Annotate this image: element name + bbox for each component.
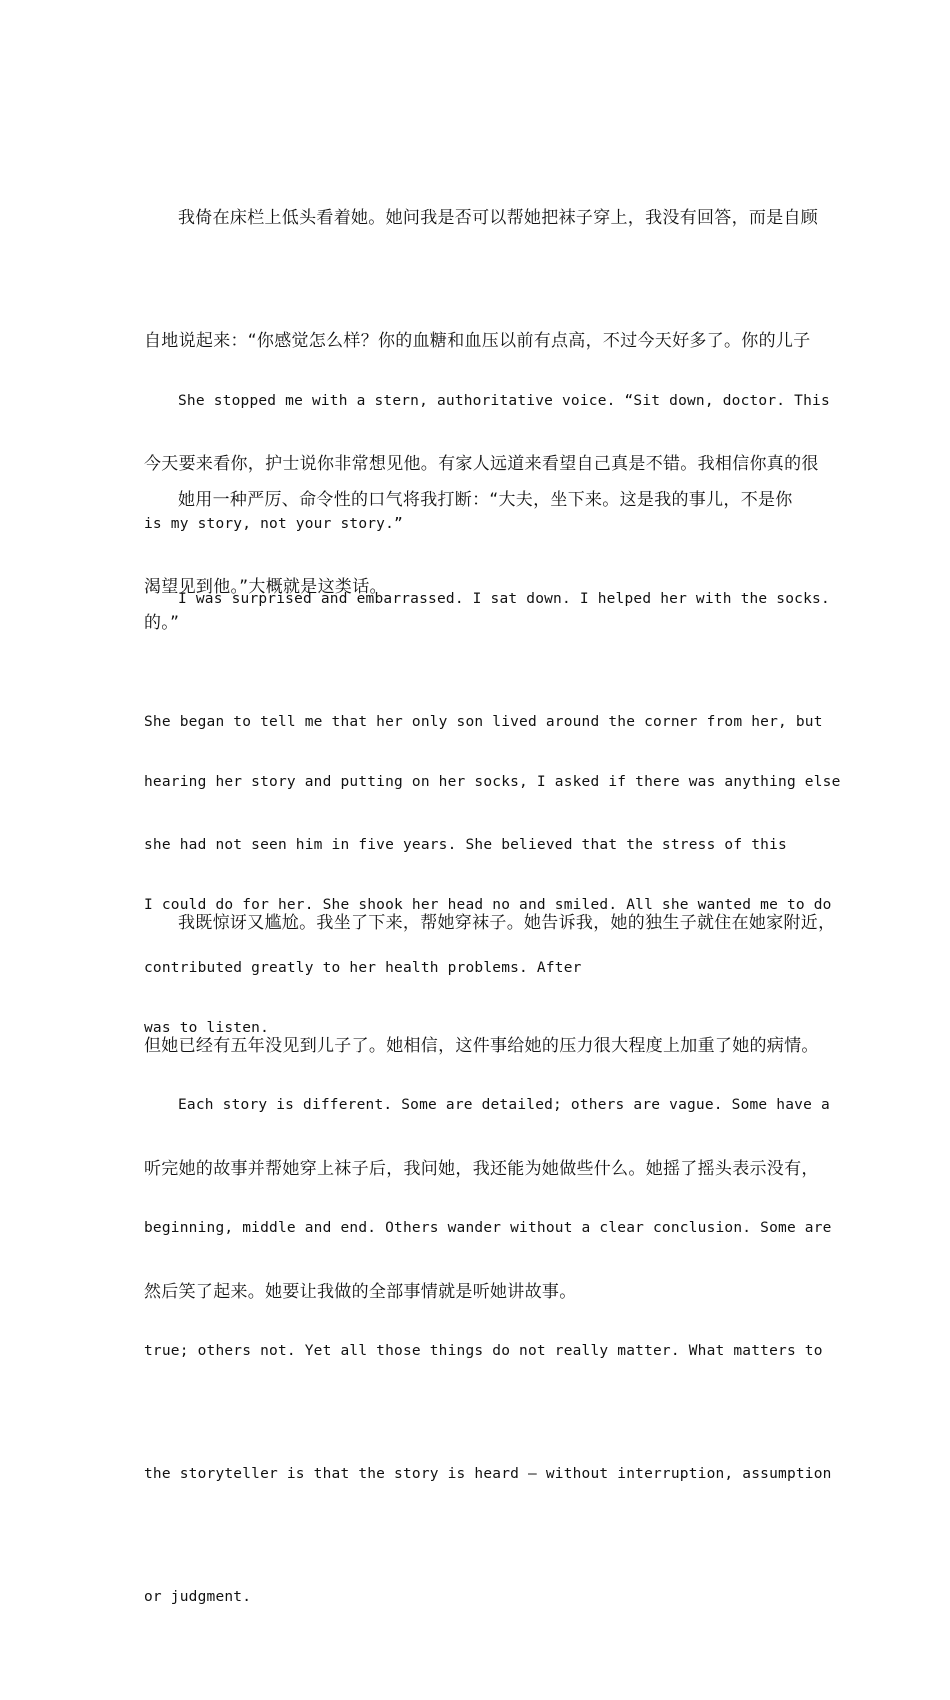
text-line: 我既惊讶又尴尬。我坐了下来，帮她穿袜子。她告诉我，她的独生子就住在她家附近， xyxy=(178,913,836,933)
paragraph-en-4 xyxy=(144,1003,832,1700)
text-line: was to listen. xyxy=(144,1020,270,1036)
text-line: 听完她的故事并帮她穿上袜子后，我问她，我还能为她做些什么。她摇了摇头表示没有， xyxy=(144,1159,819,1179)
text-line: 我倚在床栏上低头看着她。她问我是否可以帮她把袜子穿上，我没有回答，而是自顾 xyxy=(178,208,819,228)
text-line: I was surprised and embarrassed. I sat down. I helped her with the socks. xyxy=(178,591,830,607)
text-line: is my story, not your story.” xyxy=(144,516,403,532)
text-line: or judgment. xyxy=(144,1589,252,1605)
text-line: 渴望见到他。”大概就是这类话。 xyxy=(144,577,387,597)
text-line: 她用一种严厉、命令性的口气将我打断：“大夫，坐下来。这是我的事儿，不是你 xyxy=(178,490,793,510)
text-line: contributed greatly to her health problems. After xyxy=(144,960,582,976)
text-line: She began to tell me that her only son lived around the corner from her, but xyxy=(144,714,823,730)
text-line: beginning, middle and end. Others wander without a clear conclusion. Some are xyxy=(144,1220,832,1236)
text-line: 自地说起来：“你感觉怎么样？你的血糖和血压以前有点高，不过今天好多了。你的儿子 xyxy=(144,331,811,351)
text-line: 但她已经有五年没见到儿子了。她相信，这件事给她的压力很大程度上加重了她的病情。 xyxy=(144,1036,819,1056)
text-line: 的。” xyxy=(144,613,180,633)
text-line: hearing her story and putting on her socks, I asked if there was anything else xyxy=(144,774,841,790)
text-line: the storyteller is that the story is heard – without interruption, assumption xyxy=(144,1466,832,1482)
text-line: Each story is different. Some are detailed; others are vague. Some have a xyxy=(178,1097,830,1113)
text-line: true; others not. Yet all those things do not really matter. What matters to xyxy=(144,1343,823,1359)
text-line: 然后笑了起来。她要让我做的全部事情就是听她讲故事。 xyxy=(144,1282,577,1302)
text-line: 今天要来看你，护士说你非常想见他。有家人远道来看望自己真是不错。我相信你真的很 xyxy=(144,454,819,474)
text-line: she had not seen him in five years. She believed that the stress of this xyxy=(144,837,787,853)
text-line: She stopped me with a stern, authoritative voice. “Sit down, doctor. This xyxy=(178,393,830,409)
text-line: I could do for her. She shook her head no and smiled. All she wanted me to do xyxy=(144,897,832,913)
